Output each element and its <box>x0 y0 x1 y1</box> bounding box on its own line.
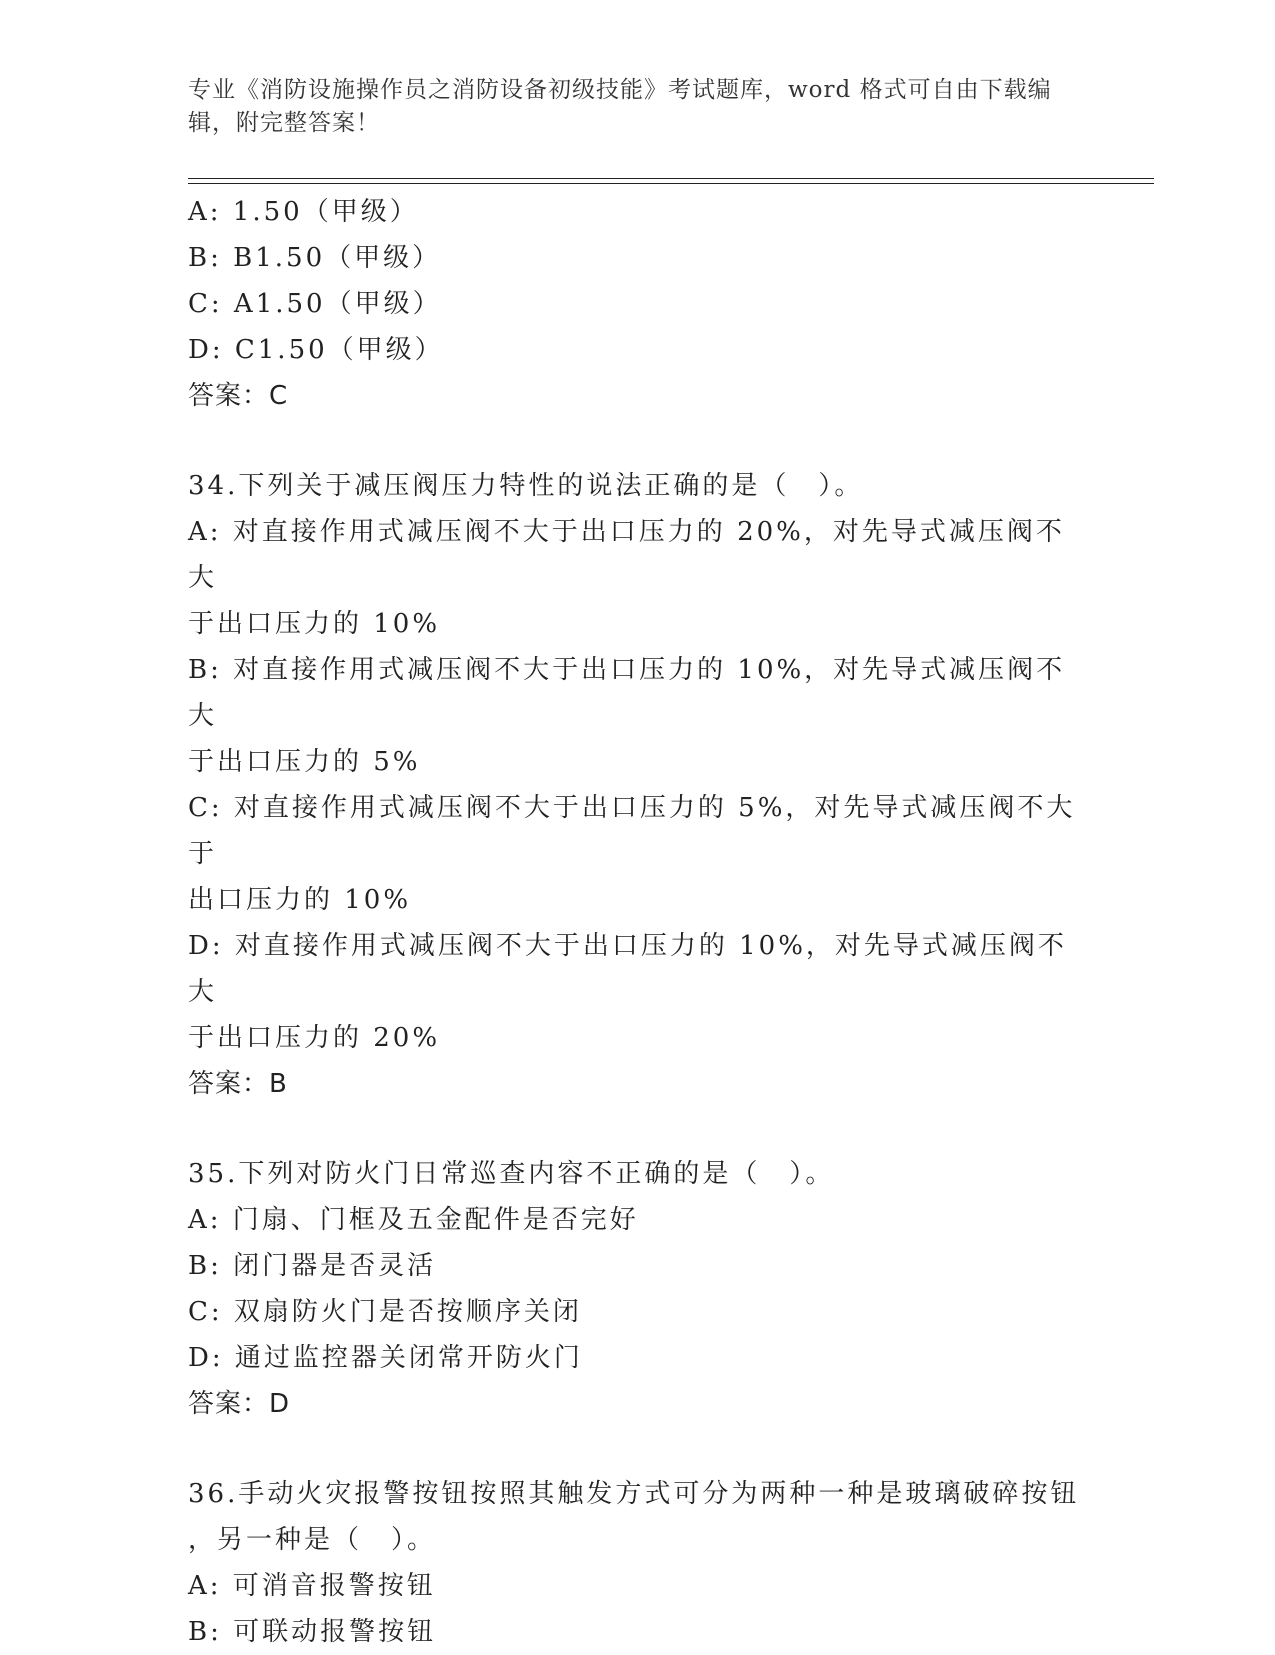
option-a-line-1: A: 对直接作用式减压阀不大于出口压力的 20%，对先导式减压阀不大 <box>188 517 1065 593</box>
question-stem-line-1: 36.手动火灾报警按钮按照其触发方式可分为两种一种是玻璃破碎按钮 <box>188 1479 1080 1509</box>
option-a-line-2: 于出口压力的 10% <box>188 609 441 639</box>
header-line-2: 辑，附完整答案！ <box>188 110 380 136</box>
option-c-line-2: 出口压力的 10% <box>188 885 412 915</box>
option-a: A: 1.50（甲级） <box>188 197 419 227</box>
question-content <box>188 189 1088 1655</box>
option-c: C: 双扇防火门是否按顺序关闭 <box>188 1297 582 1327</box>
option-a: A: 可消音报警按钮 <box>188 1571 436 1601</box>
answer-line: 答案：C <box>188 381 289 411</box>
answer-line: 答案：B <box>188 1069 288 1099</box>
option-c-line-1: C: 对直接作用式减压阀不大于出口压力的 5%，对先导式减压阀不大于 <box>188 793 1076 869</box>
option-b-line-1: B: 对直接作用式减压阀不大于出口压力的 10%，对先导式减压阀不大 <box>188 655 1066 731</box>
option-d: D: 通过监控器关闭常开防火门 <box>188 1343 583 1373</box>
header-divider-top <box>188 178 1154 179</box>
option-d: D: C1.50（甲级） <box>188 335 444 365</box>
question-stem: 34.下列关于减压阀压力特性的说法正确的是（ ）。 <box>188 471 864 501</box>
question-35-block <box>188 1151 1088 1427</box>
option-d-line-2: 于出口压力的 20% <box>188 1023 441 1053</box>
question-stem-line-2: ，另一种是（ ）。 <box>188 1525 437 1555</box>
question-stem: 35.下列对防火门日常巡查内容不正确的是（ ）。 <box>188 1159 835 1189</box>
question-34-block <box>188 463 1088 1107</box>
option-b: B: B1.50（甲级） <box>188 243 442 273</box>
option-b: B: 可联动报警按钮 <box>188 1617 437 1647</box>
spacer <box>188 1427 1088 1471</box>
option-d-line-1: D: 对直接作用式减压阀不大于出口压力的 10%，对先导式减压阀不大 <box>188 931 1067 1007</box>
option-c: C: A1.50（甲级） <box>188 289 442 319</box>
option-b: B: 闭门器是否灵活 <box>188 1251 437 1281</box>
spacer <box>188 1107 1088 1151</box>
answer-line: 答案：D <box>188 1389 291 1419</box>
spacer <box>188 419 1088 463</box>
document-header <box>188 74 1088 140</box>
option-b-line-2: 于出口压力的 5% <box>188 747 421 777</box>
question-36-block <box>188 1471 1088 1655</box>
header-line-1: 专业《消防设施操作员之消防设备初级技能》考试题库，word 格式可自由下载编 <box>188 77 1052 103</box>
previous-question-block <box>188 189 1088 419</box>
header-divider-bottom <box>188 183 1154 184</box>
option-a: A: 门扇、门框及五金配件是否完好 <box>188 1205 639 1235</box>
